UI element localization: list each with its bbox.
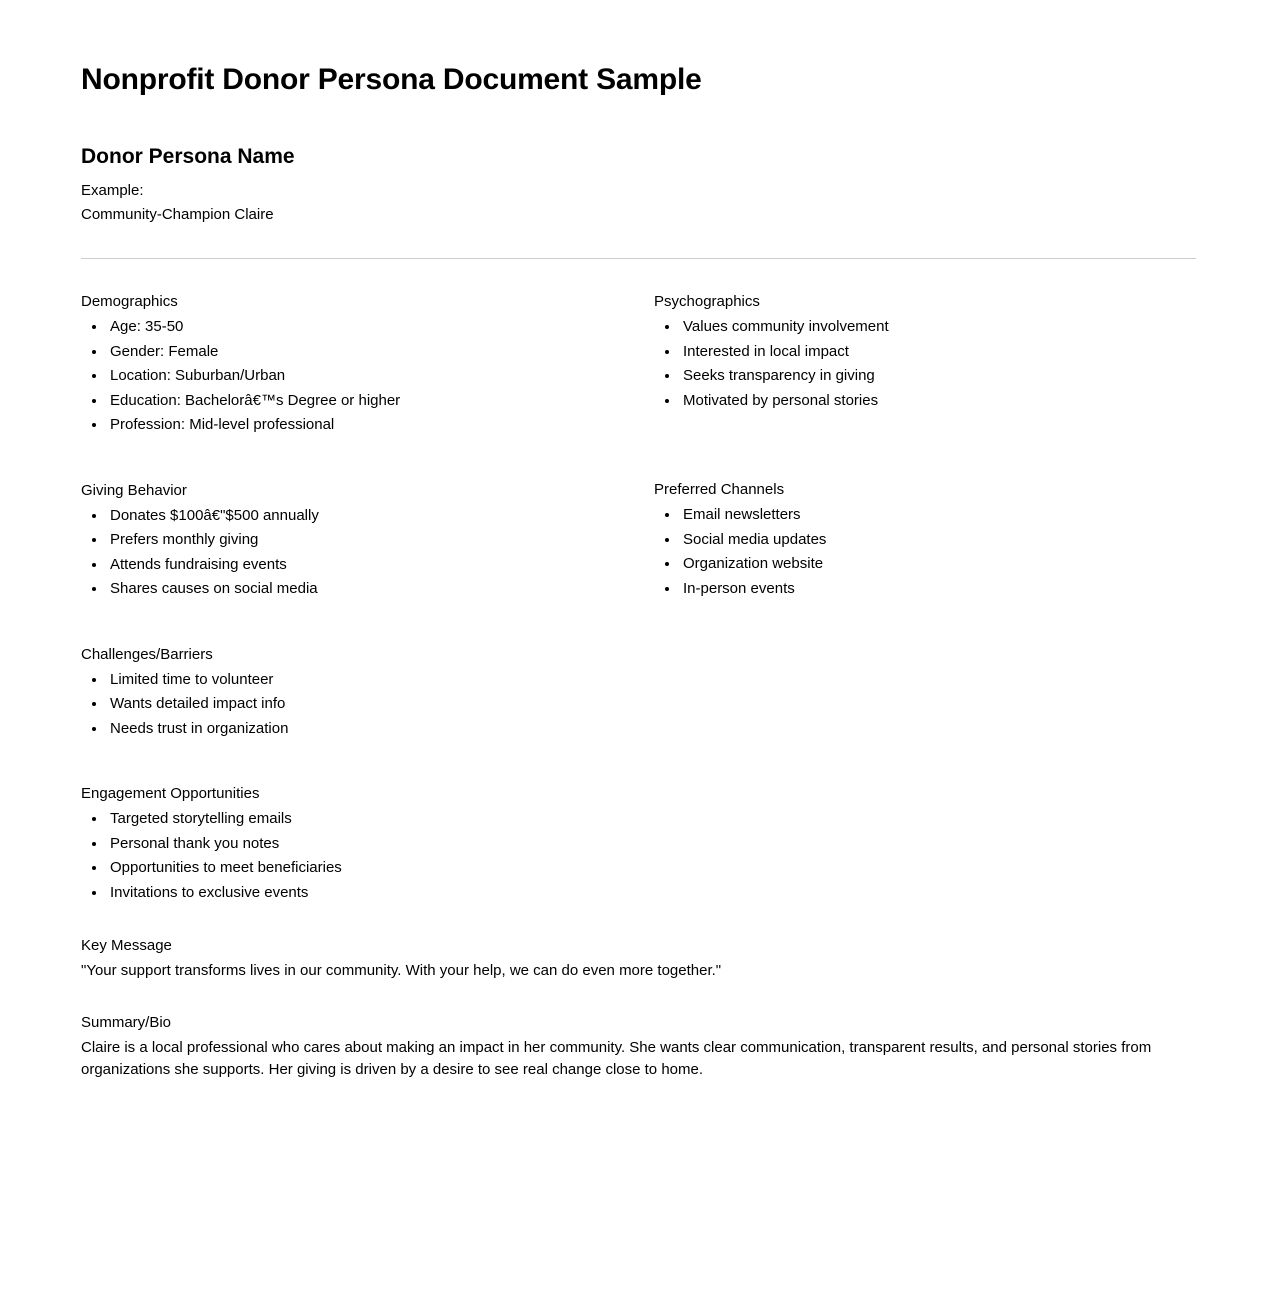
block-key-message (81, 935, 1196, 982)
block-spacer (81, 467, 654, 480)
preferred-channels-list (654, 503, 1227, 601)
two-column-area (81, 291, 1198, 905)
list-item: • Invitations to exclusive events (107, 881, 654, 906)
challenges-barriers-list (81, 668, 654, 742)
block-preferred-channels (654, 479, 1227, 601)
block-spacer (654, 442, 1227, 455)
summary-bio-text: Claire is a local professional who cares about making an impact in her community. She wants clear communication, transparent results, and personal stories from organizations she supports. Her giving is driven by a desire to see real change close to home. (81, 1039, 1152, 1079)
list-item: • Wants detailed impact info (107, 692, 654, 717)
left-column (81, 291, 654, 905)
list-item: • Organization website (680, 552, 1227, 577)
list-item: • Location: Suburban/Urban (107, 364, 654, 389)
list-item: • Age: 35-50 (107, 315, 654, 340)
list-item: • Opportunities to meet beneficiaries (107, 856, 654, 881)
list-item: • Gender: Female (107, 340, 654, 365)
demographics-list (81, 315, 654, 438)
psychographics-list (654, 315, 1227, 413)
challenges-barriers-heading: Challenges/Barriers (81, 645, 213, 663)
block-challenges-barriers (81, 644, 654, 742)
list-item: • Email newsletters (680, 503, 1227, 528)
list-item: • Seeks transparency in giving (680, 364, 1227, 389)
block-giving-behavior (81, 480, 654, 602)
section-divider (81, 258, 1196, 259)
block-spacer (81, 631, 654, 644)
list-item: • Targeted storytelling emails (107, 807, 654, 832)
engagement-opportunities-list (81, 807, 654, 905)
key-message-text: "Your support transforms lives in our community. With your help, we can do even more together." (81, 962, 722, 980)
list-item: • Prefers monthly giving (107, 528, 654, 553)
giving-behavior-heading: Giving Behavior (81, 481, 187, 499)
persona-example-label: Example: (81, 182, 144, 200)
block-spacer (654, 455, 1227, 479)
list-item: • Profession: Mid-level professional (107, 413, 654, 438)
list-item: • Shares causes on social media (107, 577, 654, 602)
persona-example-value: Community-Champion Claire (81, 206, 274, 224)
list-item: • Interested in local impact (680, 340, 1227, 365)
block-demographics (81, 291, 654, 438)
list-item: • In-person events (680, 577, 1227, 602)
giving-behavior-list (81, 504, 654, 602)
list-item: • Social media updates (680, 528, 1227, 553)
block-engagement-opportunities (81, 783, 654, 905)
list-item: • Limited time to volunteer (107, 668, 654, 693)
block-psychographics (654, 291, 1227, 413)
list-item: • Education: Bachelorâ€™s Degree or higher (107, 389, 654, 414)
summary-bio-heading: Summary/Bio (81, 1014, 172, 1032)
list-item: • Attends fundraising events (107, 553, 654, 578)
persona-name-heading: Donor Persona Name (81, 145, 295, 168)
block-summary-bio (81, 1012, 1196, 1081)
list-item: • Personal thank you notes (107, 832, 654, 857)
preferred-channels-heading: Preferred Channels (654, 481, 785, 499)
page-title: Nonprofit Donor Persona Document Sample (81, 63, 702, 96)
right-column (654, 291, 1227, 905)
block-spacer (81, 770, 654, 783)
list-item: • Motivated by personal stories (680, 389, 1227, 414)
list-item: • Needs trust in organization (107, 717, 654, 742)
engagement-opportunities-heading: Engagement Opportunities (81, 785, 260, 803)
demographics-heading: Demographics (81, 293, 178, 311)
list-item: • Donates $100â€"$500 annually (107, 504, 654, 529)
psychographics-heading: Psychographics (654, 293, 760, 311)
list-item: • Values community involvement (680, 315, 1227, 340)
key-message-heading: Key Message (81, 937, 172, 955)
